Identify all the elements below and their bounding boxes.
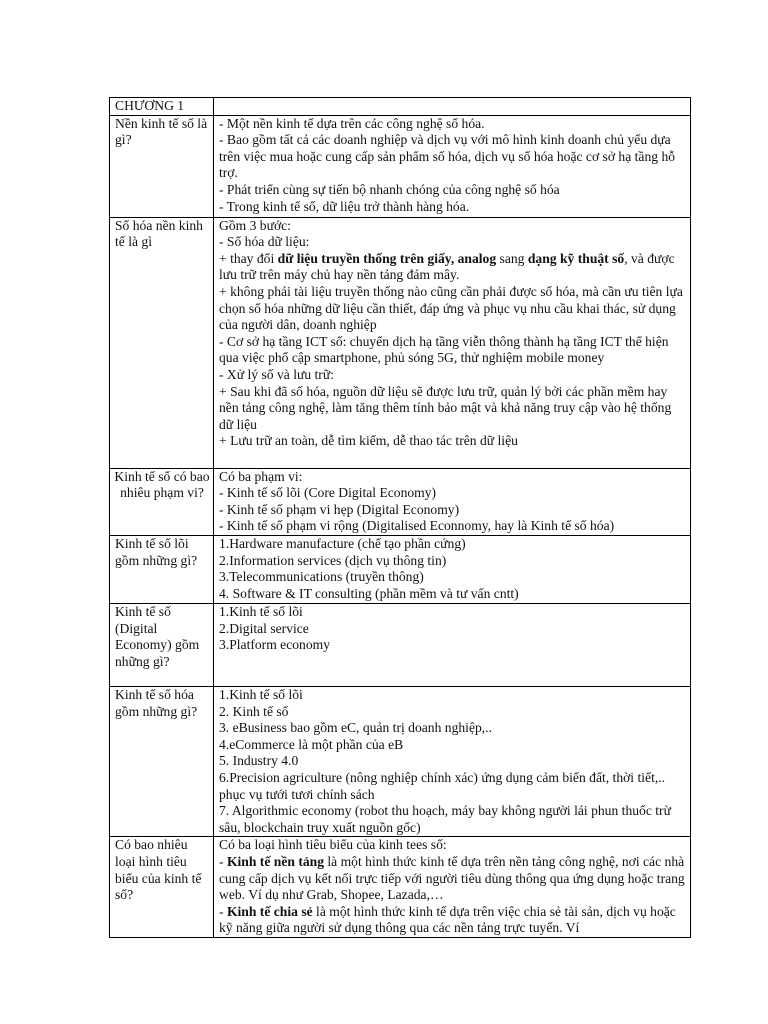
table-row — [110, 837, 691, 938]
answer-line: - Bao gồm tất cả các doanh nghiệp và dịch vụ với mô hình kinh doanh chủ yếu dựa trên việc mua hoặc cung cấp sản phẩm số hóa, dịch vụ số hóa hoặc cơ sở hạ tầng hỗ trợ. — [219, 132, 676, 181]
question-cell: Có bao nhiêu loại hình tiêu biểu của kinh tế số? — [110, 837, 214, 938]
answer-text: là một hình thức kinh tế dựa trên nền tảng công nghệ, nơi các nhà cung cấp dịch vụ kết nối trực tiếp với người tiêu dùng thông qua ứng dụng hoặc trang web. Ví dụ như Grab, Shopee, Lazada,… — [219, 853, 685, 903]
answer-line: - Kinh tế số phạm vi hẹp (Digital Economy) — [219, 501, 460, 517]
answer-cell — [214, 217, 691, 468]
answer-line: - Kinh tế số lõi (Core Digital Economy) — [219, 485, 437, 501]
table-row — [110, 603, 691, 686]
bold-term: Kinh tế chia sẻ — [226, 903, 313, 919]
question-cell: Kinh tế số có bao nhiêu phạm vi? — [110, 468, 214, 535]
bold-term: dữ liệu truyền thống trên giấy, analog — [277, 250, 497, 266]
answer-overflow-clip — [219, 837, 688, 937]
answer-line: 1.Kinh tế số lõi — [219, 686, 303, 702]
answer-line: - Cơ sở hạ tầng ICT số: chuyển dịch hạ tầng viễn thông thành hạ tầng ICT thể hiện qua việc phổ cập smartphone, phủ sóng 5G, thử nghiệm mobile money — [219, 333, 669, 366]
answer-line: 1.Hardware manufacture (chế tạo phần cứng) — [219, 535, 466, 551]
question-cell: Kinh tế số (Digital Economy) gồm những gì? — [110, 603, 214, 686]
answer-line: 2. Kinh tế số — [219, 703, 289, 719]
answer-line: Gồm 3 bước: — [219, 217, 291, 233]
answer-line — [219, 251, 688, 284]
answer-text: - — [219, 853, 227, 869]
answer-line: + Lưu trữ an toàn, dễ tìm kiếm, dễ thao tác trên dữ liệu — [219, 433, 518, 449]
header-empty-cell — [214, 98, 691, 116]
answer-line: 3.Telecommunications (truyền thông) — [219, 569, 424, 585]
answer-line: - Trong kinh tế số, dữ liệu trở thành hàng hóa. — [219, 198, 470, 214]
answer-line: 6.Precision agriculture (nông nghiệp chính xác) ứng dụng cảm biến đất, thời tiết,.. phục vụ tưới tươi chính sách — [219, 769, 666, 802]
question-cell: Nền kinh tế số là gì? — [110, 115, 214, 217]
answer-cell — [214, 686, 691, 836]
answer-line: + Sau khi đã số hóa, nguồn dữ liệu sẽ được lưu trữ, quản lý bởi các phần mềm hay nền tảng công nghệ, làm tăng thêm tính bảo mật và khả năng truy cập vào hệ thống dữ liệu — [219, 383, 672, 432]
answer-text: , và được lưu trữ trên máy chủ hay nền tảng đám mây. — [219, 250, 675, 283]
answer-text: là một hình thức kinh tế dựa trên việc chia sẻ tài sản, dịch vụ hoặc kỹ năng giữa người sử dụng thông qua các nền tảng trực tuyến. Ví — [219, 903, 676, 936]
answer-line: Có ba phạm vi: — [219, 468, 303, 484]
answer-line: 5. Industry 4.0 — [219, 753, 299, 769]
answer-line: 7. Algorithmic economy (robot thu hoạch, máy bay không người lái phun thuốc trừ sâu, blockchain truy xuất nguồn gốc) — [219, 803, 671, 835]
answer-text: - — [219, 903, 227, 919]
answer-line: 4. Software & IT consulting (phần mềm và tư vấn cntt) — [219, 585, 519, 601]
answer-text: sang — [496, 250, 528, 266]
table-row — [110, 115, 691, 217]
answer-line: - Số hóa dữ liệu: — [219, 234, 310, 250]
table-row — [110, 217, 691, 468]
answer-line: + không phải tài liệu truyền thống nào cũng cần phải được số hóa, mà cần ưu tiên lựa chọn số hóa những dữ liệu cần thiết, đáp ứng và phục vụ nhu cầu khai thác, sử dụng của người dân, doanh nghiệp — [219, 283, 683, 333]
answer-cell — [214, 115, 691, 217]
answer-line: - Một nền kinh tế dựa trên các công nghệ số hóa. — [219, 115, 485, 131]
answer-line: 4.eCommerce là một phần của eB — [219, 736, 404, 752]
answer-line — [219, 854, 688, 904]
answer-line: - Xử lý số và lưu trữ: — [219, 366, 334, 382]
question-cell: Số hóa nền kinh tế là gì — [110, 217, 214, 468]
answer-line: - Kinh tế số phạm vi rộng (Digitalised Econnomy, hay là Kinh tế số hóa) — [219, 518, 615, 534]
chapter-title: CHƯƠNG 1 — [110, 98, 214, 116]
answer-line: 2.Digital service — [219, 620, 309, 636]
question-cell: Kinh tế số hóa gồm những gì? — [110, 686, 214, 836]
answer-cell — [214, 837, 691, 938]
answer-line: Có ba loại hình tiêu biểu của kinh tees số: — [219, 837, 447, 853]
answer-cell — [214, 603, 691, 686]
answer-line: - Phát triển cùng sự tiến bộ nhanh chóng của công nghệ số hóa — [219, 181, 560, 197]
answer-line — [219, 904, 688, 937]
table-row — [110, 468, 691, 535]
answer-cell — [214, 468, 691, 535]
bold-term: Kinh tế nền tảng — [226, 853, 324, 869]
answer-line: 1.Kinh tế số lõi — [219, 603, 303, 619]
table-row — [110, 98, 691, 116]
answer-line: 3.Platform economy — [219, 637, 330, 653]
table-row — [110, 535, 691, 603]
question-cell: Kinh tế số lõi gồm những gì? — [110, 535, 214, 603]
answer-line: 2.Information services (dịch vụ thông tin) — [219, 552, 447, 568]
answer-cell — [214, 535, 691, 603]
table-row — [110, 686, 691, 836]
answer-text: + thay đổi — [219, 250, 278, 266]
bold-term: dạng kỹ thuật số — [527, 250, 625, 266]
answer-line: 3. eBusiness bao gồm eC, quản trị doanh nghiệp,.. — [219, 720, 492, 736]
chapter-table — [109, 97, 691, 938]
